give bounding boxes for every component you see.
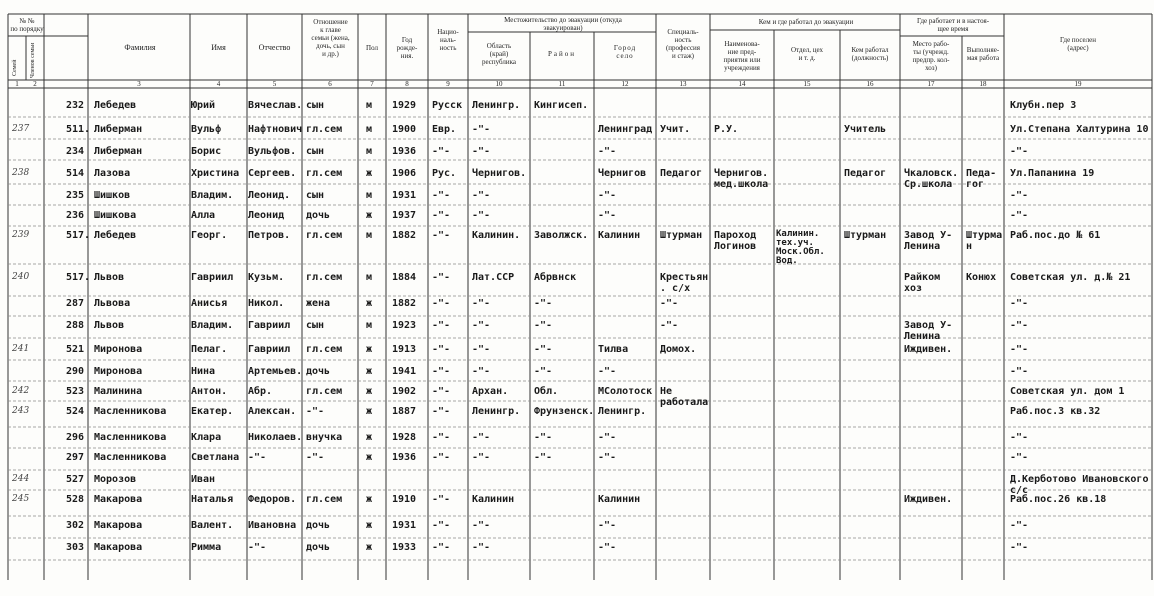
cell-city: Ленинград — [598, 124, 653, 135]
cell-addr: -"- — [1010, 210, 1029, 221]
col-number: 2 — [33, 80, 37, 88]
cell-rel: сын — [306, 320, 325, 331]
cell-patr: Леонид — [248, 210, 285, 221]
cell-surname: Малинина — [94, 386, 143, 397]
cell-surname: Миронова — [94, 366, 143, 377]
cell-surname: Либерман — [94, 146, 143, 157]
cell-sex: м — [366, 320, 373, 331]
cell-sex: ж — [366, 542, 373, 553]
cell-fam: 239 — [12, 230, 30, 240]
cell-spec: Учит. — [660, 124, 691, 135]
cell-nat: -"- — [432, 190, 451, 201]
cell-sex: м — [366, 100, 373, 111]
col-header-region: Область (край) республика — [481, 42, 517, 66]
cell-name: Валент. — [191, 520, 234, 531]
cell-city: МСолотоск — [598, 386, 653, 397]
cell-sex: м — [366, 272, 373, 283]
cell-rel: дочь — [306, 542, 331, 553]
cell-city: Ленингр. — [598, 406, 647, 417]
cell-obl: Калинин. — [472, 230, 521, 241]
cell-obl: Калинин — [472, 494, 515, 505]
cell-patr: Кузьм. — [248, 272, 285, 283]
cell-fam: 244 — [12, 474, 30, 484]
cell-addr: -"- — [1010, 298, 1029, 309]
cell-year: 1906 — [392, 168, 417, 179]
cell-sex: ж — [366, 494, 373, 505]
cell-work: Иждивен. — [904, 494, 953, 505]
cell-year: 1882 — [392, 298, 417, 309]
col-header-city: Город село — [613, 44, 637, 60]
cell-year: 1923 — [392, 320, 417, 331]
cell-patr: Леонид. — [248, 190, 291, 201]
cell-job: Конюх — [966, 272, 997, 283]
cell-city: Тилва — [598, 344, 629, 355]
cell-mem: 290 — [66, 366, 85, 377]
cell-city: -"- — [598, 542, 617, 553]
cell-job: Штурман — [966, 230, 1003, 252]
cell-year: 1933 — [392, 542, 417, 553]
cell-name: Клара — [191, 432, 222, 443]
cell-sex: ж — [366, 298, 373, 309]
cell-rayon: Фрунзенск. — [534, 406, 595, 417]
cell-nat: -"- — [432, 432, 451, 443]
cell-rel: дочь — [306, 520, 331, 531]
cell-spec: -"- — [660, 298, 679, 309]
cell-addr: Раб.пос.3 кв.32 — [1010, 406, 1101, 417]
cell-ent: Пароход Логинов — [714, 230, 757, 252]
cell-pos: Штурман — [844, 230, 887, 241]
cell-year: 1884 — [392, 272, 417, 283]
cell-name: Екатер. — [191, 406, 234, 417]
cell-name: Юрий — [191, 100, 216, 111]
cell-nat: -"- — [432, 452, 451, 463]
cell-rel: гл.сем — [306, 344, 343, 355]
cell-ent: Р.У. — [714, 124, 739, 135]
cell-addr: Клубн.пер 3 — [1010, 100, 1077, 111]
cell-patr: Ивановна — [248, 520, 297, 531]
cell-rel: гл.сем — [306, 386, 343, 397]
cell-surname: Макарова — [94, 520, 143, 531]
cell-patr: -"- — [248, 542, 267, 553]
cell-job: Педа-гог — [966, 168, 997, 190]
cell-patr: Сергеев. — [248, 168, 297, 179]
cell-mem: 517. — [66, 230, 91, 241]
cell-name: Анисья — [191, 298, 228, 309]
col-number: 4 — [216, 80, 221, 88]
cell-rel: внучка — [306, 432, 343, 443]
cell-surname: Миронова — [94, 344, 143, 355]
cell-sex: м — [366, 124, 373, 135]
cell-rayon: Обл. — [534, 386, 559, 397]
cell-mem: 232 — [66, 100, 85, 111]
cell-patr: Гавриил — [248, 344, 291, 355]
cell-nat: Русск — [432, 100, 463, 111]
cell-year: 1941 — [392, 366, 417, 377]
cell-sex: м — [366, 146, 373, 157]
cell-mem: 302 — [66, 520, 85, 531]
col-header-department: Отдел, цех и т. д. — [791, 46, 823, 62]
cell-rayon: -"- — [534, 366, 553, 377]
cell-nat: -"- — [432, 272, 451, 283]
cell-mem: 288 — [66, 320, 85, 331]
col-header-workplace: Место рабо- ты (учрежд. предпр. кол- хоз) — [912, 40, 950, 72]
cell-name: Георг. — [191, 230, 228, 241]
cell-surname: Львов — [94, 272, 125, 283]
cell-mem: 234 — [66, 146, 85, 157]
cell-city: -"- — [598, 432, 617, 443]
cell-year: 1910 — [392, 494, 417, 505]
cell-year: 1937 — [392, 210, 417, 221]
cell-addr: -"- — [1010, 452, 1029, 463]
cell-addr: -"- — [1010, 320, 1029, 331]
cell-fam: 238 — [12, 168, 30, 178]
cell-fam: 243 — [12, 406, 30, 416]
col-number: 14 — [738, 80, 746, 88]
cell-pos: Педагог — [844, 168, 887, 179]
cell-surname: Морозов — [94, 474, 137, 485]
cell-name: Борис — [191, 146, 222, 157]
cell-mem: 527 — [66, 474, 85, 485]
cell-obl: -"- — [472, 542, 491, 553]
cell-surname: Лебедев — [94, 100, 137, 111]
cell-fam: 241 — [12, 344, 30, 354]
cell-obl: -"- — [472, 344, 491, 355]
cell-addr: Ул.Папанина 19 — [1010, 168, 1095, 179]
cell-sex: ж — [366, 168, 373, 179]
col-number: 3 — [137, 80, 141, 88]
cell-ent: Чернигов. мед.школа — [714, 168, 769, 190]
cell-obl: -"- — [472, 366, 491, 377]
cell-mem: 521 — [66, 344, 85, 355]
cell-patr: Артемьев. — [248, 366, 303, 377]
cell-rel: гл.сем — [306, 494, 343, 505]
cell-rel: гл.сем — [306, 230, 343, 241]
cell-name: Вульф — [191, 124, 222, 135]
cell-rel: -"- — [306, 406, 325, 417]
cell-year: 1936 — [392, 146, 417, 157]
cell-obl: -"- — [472, 520, 491, 531]
col-header-order: № № по порядку — [10, 17, 44, 33]
col-number: 9 — [446, 80, 450, 88]
cell-rel: жена — [306, 298, 331, 309]
cell-addr: Раб.пос.26 кв.18 — [1010, 494, 1107, 505]
cell-work: Чкаловск. Ср.школа — [904, 168, 959, 190]
cell-patr: Вячеслав. — [248, 100, 303, 111]
cell-patr: Федоров. — [248, 494, 297, 505]
col-header-birth-year: Год рожде- ния. — [396, 36, 418, 60]
col-header-nationality: Нацио- наль- ность — [437, 28, 459, 52]
cell-nat: -"- — [432, 494, 451, 505]
cell-addr: Д.Керботово Ивановского с/с — [1010, 474, 1149, 496]
cell-mem: 297 — [66, 452, 85, 463]
col-header-members: Членов семьи — [30, 42, 36, 78]
cell-sex: ж — [366, 210, 373, 221]
col-header-relation: Отношение к главе семьи (жена, дочь, сын и др.) — [311, 18, 350, 58]
cell-fam: 237 — [12, 124, 30, 134]
cell-obl: -"- — [472, 124, 491, 135]
cell-addr: -"- — [1010, 542, 1029, 553]
cell-sex: ж — [366, 520, 373, 531]
cell-city: Калинин — [598, 230, 641, 241]
cell-rayon: -"- — [534, 452, 553, 463]
cell-rayon: Абрвнск — [534, 272, 577, 283]
cell-obl: -"- — [472, 146, 491, 157]
cell-rel: дочь — [306, 210, 331, 221]
cell-rayon: -"- — [534, 432, 553, 443]
cell-name: Владим. — [191, 320, 234, 331]
col-number: 8 — [405, 80, 409, 88]
col-number: 11 — [558, 80, 566, 88]
cell-rel: сын — [306, 100, 325, 111]
cell-name: Антон. — [191, 386, 228, 397]
col-number: 5 — [272, 80, 277, 88]
cell-mem: 287 — [66, 298, 85, 309]
cell-rayon: Заволжск. — [534, 230, 589, 241]
cell-patr: Никол. — [248, 298, 285, 309]
cell-mem: 235 — [66, 190, 85, 201]
cell-name: Нина — [191, 366, 216, 377]
cell-addr: Раб.пос.до № 61 — [1010, 230, 1101, 241]
col-header-surname: Фамилия — [124, 43, 156, 52]
cell-mem: 303 — [66, 542, 85, 553]
cell-name: Гавриил — [191, 272, 234, 283]
cell-sex: м — [366, 230, 373, 241]
cell-rel: сын — [306, 190, 325, 201]
cell-city: -"- — [598, 366, 617, 377]
cell-mem: 296 — [66, 432, 85, 443]
cell-rayon: Кингисеп. — [534, 100, 589, 111]
cell-work: Иждивен. — [904, 344, 953, 355]
cell-rel: -"- — [306, 452, 325, 463]
cell-rayon: -"- — [534, 320, 553, 331]
cell-city: -"- — [598, 452, 617, 463]
cell-nat: -"- — [432, 298, 451, 309]
cell-patr: Петров. — [248, 230, 291, 241]
col-header-patronymic: Отчество — [258, 43, 291, 52]
col-number: 18 — [979, 80, 987, 88]
cell-name: Христина — [191, 168, 240, 179]
cell-obl: Лат.ССР — [472, 272, 515, 283]
cell-rel: гл.сем — [306, 272, 343, 283]
col-number: 6 — [328, 80, 332, 88]
cell-rel: гл.сем — [306, 124, 343, 135]
cell-sex: ж — [366, 366, 373, 377]
col-header-job: Выполняе- мая работа — [966, 46, 1000, 62]
col-header-enterprise: Наименова- ние пред- приятия или учреждения — [723, 40, 761, 72]
cell-surname: Лебедев — [94, 230, 137, 241]
cell-dept: Калинин. тех.уч. Моск.Обл. Вод. — [776, 229, 825, 266]
cell-year: 1936 — [392, 452, 417, 463]
cell-obl: -"- — [472, 298, 491, 309]
cell-nat: -"- — [432, 406, 451, 417]
cell-spec: Домох. — [660, 344, 697, 355]
cell-city: -"- — [598, 190, 617, 201]
col-number: 16 — [866, 80, 874, 88]
cell-obl: -"- — [472, 320, 491, 331]
col-header-district: Район — [548, 50, 576, 58]
cell-addr: Советская ул. д.№ 21 — [1010, 272, 1131, 283]
cell-city: Калинин — [598, 494, 641, 505]
cell-surname: Львов — [94, 320, 125, 331]
cell-spec: Штурман — [660, 230, 703, 241]
cell-mem: 524 — [66, 406, 85, 417]
cell-year: 1902 — [392, 386, 417, 397]
cell-name: Иван — [191, 474, 216, 485]
cell-spec: Крестьян. с/х — [660, 272, 709, 294]
cell-city: -"- — [598, 210, 617, 221]
cell-surname: Львова — [94, 298, 131, 309]
cell-name: Владим. — [191, 190, 234, 201]
cell-city: Чернигов — [598, 168, 647, 179]
cell-mem: 528 — [66, 494, 85, 505]
cell-name: Наталья — [191, 494, 234, 505]
cell-nat: -"- — [432, 320, 451, 331]
cell-surname: Шишков — [94, 190, 131, 201]
cell-obl: -"- — [472, 210, 491, 221]
cell-addr: -"- — [1010, 190, 1029, 201]
cell-patr: Николаев. — [248, 432, 303, 443]
cell-year: 1931 — [392, 520, 417, 531]
cell-nat: -"- — [432, 386, 451, 397]
cell-nat: -"- — [432, 366, 451, 377]
cell-sex: ж — [366, 452, 373, 463]
cell-year: 1929 — [392, 100, 417, 111]
cell-nat: Евр. — [432, 124, 457, 135]
cell-name: Алла — [191, 210, 216, 221]
cell-surname: Лазова — [94, 168, 131, 179]
cell-nat: -"- — [432, 344, 451, 355]
col-header-specialty: Специаль- ность (профессия и стаж) — [665, 28, 701, 60]
col-header-families: Семей — [12, 59, 18, 76]
cell-spec: -"- — [660, 320, 679, 331]
cell-surname: Масленникова — [94, 452, 167, 463]
cell-year: 1887 — [392, 406, 417, 417]
cell-pos: Учитель — [844, 124, 887, 135]
cell-patr: Нафтнович — [248, 124, 303, 135]
cell-year: 1882 — [392, 230, 417, 241]
cell-name: Пелаг. — [191, 344, 228, 355]
cell-rel: гл.сем — [306, 168, 343, 179]
cell-mem: 514 — [66, 168, 85, 179]
cell-year: 1913 — [392, 344, 417, 355]
cell-name: Светлана — [191, 452, 240, 463]
cell-addr: -"- — [1010, 366, 1029, 377]
cell-obl: -"- — [472, 452, 491, 463]
cell-fam: 242 — [12, 386, 30, 396]
col-number: 12 — [621, 80, 629, 88]
cell-nat: Рус. — [432, 168, 457, 179]
cell-sex: ж — [366, 344, 373, 355]
cell-addr: -"- — [1010, 432, 1029, 443]
cell-obl: Ленингр. — [472, 406, 521, 417]
group-header-residence: Местожительство до эвакуации (откуда эвакуирован) — [504, 16, 622, 32]
cell-obl: -"- — [472, 432, 491, 443]
cell-sex: ж — [366, 406, 373, 417]
cell-addr: -"- — [1010, 146, 1029, 157]
cell-surname: Шишкова — [94, 210, 137, 221]
cell-nat: -"- — [432, 520, 451, 531]
cell-obl: -"- — [472, 190, 491, 201]
cell-year: 1900 — [392, 124, 417, 135]
cell-rayon: -"- — [534, 344, 553, 355]
cell-nat: -"- — [432, 542, 451, 553]
cell-nat: -"- — [432, 230, 451, 241]
cell-spec: Не работала — [660, 386, 709, 408]
cell-mem: 236 — [66, 210, 85, 221]
cell-addr: Ул.Степана Халтурина 10 — [1010, 124, 1149, 135]
group-header-prior-work: Кем и где работал до эвакуации — [758, 18, 854, 26]
cell-city: -"- — [598, 520, 617, 531]
col-number: 15 — [803, 80, 811, 88]
col-number: 17 — [927, 80, 935, 88]
cell-fam: 240 — [12, 272, 30, 282]
cell-name: Римма — [191, 542, 222, 553]
col-number: 1 — [15, 80, 19, 88]
cell-sex: ж — [366, 386, 373, 397]
cell-work: Завод У-Ленина — [904, 320, 953, 342]
cell-obl: Чернигов. — [472, 168, 527, 179]
group-header-current-work: Где работает и в настоя- щее время — [916, 17, 990, 33]
cell-surname: Макарова — [94, 542, 143, 553]
cell-rel: дочь — [306, 366, 331, 377]
cell-fam: 245 — [12, 494, 30, 504]
cell-surname: Либерман — [94, 124, 143, 135]
cell-patr: Абр. — [248, 386, 273, 397]
cell-year: 1928 — [392, 432, 417, 443]
cell-sex: ж — [366, 432, 373, 443]
cell-mem: 511. — [66, 124, 91, 135]
col-number: 19 — [1074, 80, 1082, 88]
cell-nat: -"- — [432, 146, 451, 157]
col-header-address: Где поселен (адрес) — [1059, 36, 1096, 52]
cell-surname: Масленникова — [94, 432, 167, 443]
cell-work: Райком хоз — [904, 272, 941, 294]
cell-mem: 523 — [66, 386, 85, 397]
cell-spec: Педагог — [660, 168, 703, 179]
cell-patr: -"- — [248, 452, 267, 463]
cell-addr: Советская ул. дом 1 — [1010, 386, 1125, 397]
cell-addr: -"- — [1010, 344, 1029, 355]
cell-rayon: -"- — [534, 298, 553, 309]
cell-city: -"- — [598, 146, 617, 157]
cell-obl: Ленингр. — [472, 100, 521, 111]
cell-mem: 517. — [66, 272, 91, 283]
col-header-sex: Пол — [366, 44, 378, 52]
col-number: 13 — [679, 80, 687, 88]
cell-nat: -"- — [432, 210, 451, 221]
cell-rel: сын — [306, 146, 325, 157]
cell-work: Завод У-Ленина — [904, 230, 953, 252]
cell-patr: Вульфов. — [248, 146, 297, 157]
cell-patr: Гавриил — [248, 320, 291, 331]
cell-year: 1931 — [392, 190, 417, 201]
col-header-position: Кем работал (должность) — [851, 46, 889, 62]
cell-patr: Алексан. — [248, 406, 297, 417]
col-number: 7 — [370, 80, 374, 88]
cell-addr: -"- — [1010, 520, 1029, 531]
cell-surname: Масленникова — [94, 406, 167, 417]
col-header-name: Имя — [211, 43, 226, 52]
cell-sex: м — [366, 190, 373, 201]
col-number: 10 — [495, 80, 503, 88]
cell-obl: Архан. — [472, 386, 509, 397]
cell-surname: Макарова — [94, 494, 143, 505]
